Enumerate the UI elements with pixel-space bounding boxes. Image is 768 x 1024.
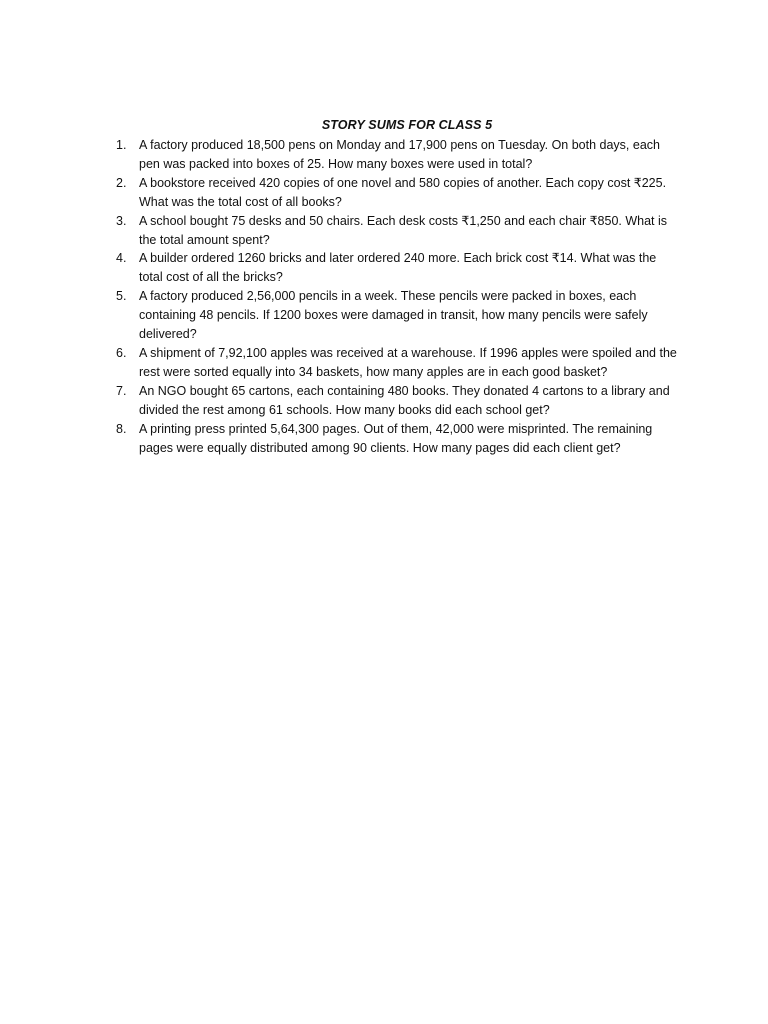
question-text: A factory produced 18,500 pens on Monday and 17,900 pens on Tuesday. On both days, each pen was packed into boxes of 25. How many boxes were used in total? [139,138,660,171]
question-item [112,249,678,287]
question-item [112,287,678,344]
question-item [112,420,678,458]
question-number: 5. [116,289,127,304]
question-text: A builder ordered 1260 bricks and later ordered 240 more. Each brick cost ₹14. What was the total cost of all the bricks? [139,251,657,285]
question-text: A printing press printed 5,64,300 pages. Out of them, 42,000 were misprinted. The remaining pages were equally distributed among 90 clients. How many pages did each client get? [139,421,653,455]
question-number: 8. [116,421,127,436]
question-item [112,344,678,382]
question-number: 6. [116,345,127,360]
question-number: 7. [116,383,127,398]
question-item [112,382,678,420]
question-item [112,174,678,212]
document-title: STORY SUMS FOR CLASS 5 [321,118,493,132]
question-text: A factory produced 2,56,000 pencils in a week. These pencils were packed in boxes, each containing 48 pencils. If 1200 boxes were damaged in transit, how many pencils were safely delivered? [139,289,648,342]
question-item [112,136,678,174]
question-text: A bookstore received 420 copies of one novel and 580 copies of another. Each copy cost ₹225. What was the total cost of all books? [139,175,667,209]
question-item [112,212,678,250]
question-number: 1. [116,138,127,152]
question-number: 4. [116,251,127,266]
question-number: 3. [116,213,127,228]
question-list [112,136,678,457]
question-text: An NGO bought 65 cartons, each containing 480 books. They donated 4 cartons to a library and divided the rest among 61 schools. How many books did each school get? [139,383,670,417]
question-text: A school bought 75 desks and 50 chairs. Each desk costs ₹1,250 and each chair ₹850. What is the total amount spent? [139,213,668,247]
question-number: 2. [116,175,127,190]
question-text: A shipment of 7,92,100 apples was received at a warehouse. If 1996 apples were spoiled and the rest were sorted equally into 34 baskets, how many apples are in each good basket? [139,345,677,379]
